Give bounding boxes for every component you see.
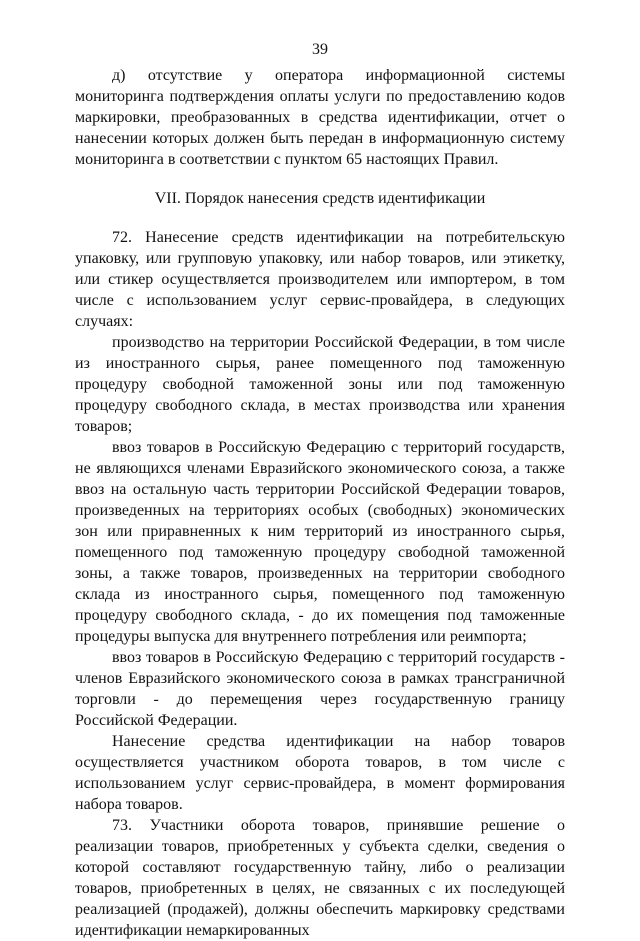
paragraph-kit-marking: Нанесение средства идентификации на набор товаров осуществляется участником оборота товаров, в том числе с использованием услуг сервис-провайдера, в момент формирования набора товаров.: [75, 733, 565, 813]
paragraph-72-application-cases: 72. Нанесение средств идентификации на потребительскую упаковку, или групповую упаковку, или набор товаров, или этикетку, или стикер осуществляется производителем или импортером, в том числе с использованием услуг сервис-провайдера, в следующих случаях:: [75, 229, 565, 330]
paragraph-production-in-russia: производство на территории Российской Федерации, в том числе из иностранного сырья, ранее помещенного под таможенную процедуру свободной таможенной зоны или под таможенную процедуру свободного склада, в местах производства или хранения товаров;: [75, 334, 565, 435]
paragraph-import-eaeu: ввоз товаров в Российскую Федерацию с территорий государств - членов Евразийского экономического союза в рамках трансграничной торговли - до перемещения через государственную границу Российской Федерации.: [75, 649, 565, 729]
paragraph-import-non-eaeu: ввоз товаров в Российскую Федерацию с территорий государств, не являющихся членами Евразийского экономического союза, а также ввоз на остальную часть территории Российской Федерации товаров, произведенных на территориях особых (свободных) экономических зон или приравненных к ним территорий из иностранного сырья, помещенного под таможенную процедуру свободной таможенной зоны, а также товаров, произведенных на территории свободного склада из иностранного сырья, помещенного под таможенную процедуру свободного склада, - до их помещения под таможенные процедуры выпуска для внутреннего потребления или реимпорта;: [75, 439, 565, 645]
page-number: 39: [312, 41, 328, 58]
document-body: [75, 65, 565, 941]
paragraph-73-participants: 73. Участники оборота товаров, принявшие решение о реализации товаров, приобретенных у субъекта сделки, сведения о которой составляют государственную тайну, либо о реализации товаров, приобретенных в целях, не связанных с их последующей реализацией (продажей), должны обеспечить маркировку средствами идентификации немаркированных: [75, 817, 565, 939]
paragraph-d-missing-payment-confirmation: д) отсутствие у оператора информационной системы мониторинга подтверждения оплаты услуги по предоставлению кодов маркировки, преобразованных в средства идентификации, отчет о нанесении которых должен быть передан в информационную систему мониторинга в соответствии с пунктом 65 настоящих Правил.: [75, 67, 565, 168]
section-heading: VII. Порядок нанесения средств идентификации: [154, 190, 486, 207]
